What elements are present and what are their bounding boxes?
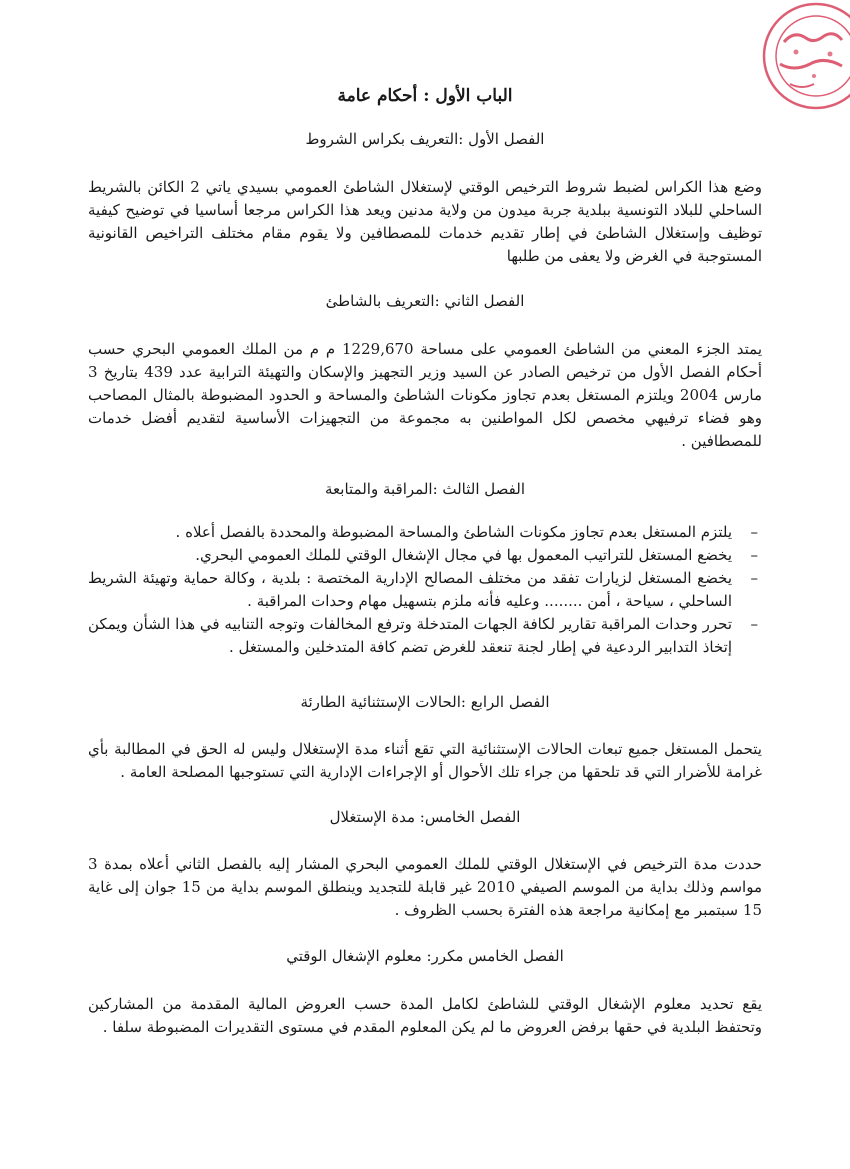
chapter-4-title: الفصل الرابع :الحالات الإستثنائية الطارئة (300, 693, 550, 711)
chapter-5-title: الفصل الخامس: مدة الإستغلال (329, 808, 521, 826)
chapter-3-list (88, 521, 762, 659)
chapter-3-title: الفصل الثالث :المراقبة والمتابعة (325, 480, 525, 498)
chapter-1-text: وضع هذا الكراس لضبط شروط الترخيص الوقتي لإستغلال الشاطئ العمومي بسيدي ياتي 2 الكائن بالشريط الساحلي للبلاد التونسية ببلدية جربة ميدون من ولاية مدنين ويعد هذا الكراس مرجعا أساسيا في توضيح كيفية توظيف وإستغلال الشاطئ في إطار تقديم خدمات للمصطافين ولا يقوم مقام مختلف التراخيص القانونية المستوجبة في الغرض ولا يعفى من طلبها (88, 178, 763, 265)
chapter-1-title: الفصل الأول :التعريف بكراس الشروط (305, 130, 545, 148)
list-item: – يلتزم المستغل بعدم تجاوز مكونات الشاطئ والمساحة المضبوطة والمحددة بالفصل أعلاه . (88, 521, 762, 544)
chapter-4-text: يتحمل المستغل جميع تبعات الحالات الإستثنائية التي تقع أثناء مدة الإستغلال وليس له الحق في المطالبة بأي غرامة للأضرار التي قد تلحقها من جراء تلك الأحوال أو الإجراءات الإدارية التي تستوجبها المصلحة العامة . (88, 740, 762, 781)
chapter-5-bis-title: الفصل الخامس مكرر: معلوم الإشغال الوقتي (286, 947, 564, 965)
chapter-5-bis-text: يقع تحديد معلوم الإشغال الوقتي للشاطئ لكامل المدة حسب العروض المالية المقدمة من المشاركين وتحتفظ البلدية في حقها برفض العروض ما لم يكن المعلوم المقدم في مستوى التقديرات المضبوطة سلفا . (88, 995, 762, 1036)
chapter-2-title: الفصل الثاني :التعريف بالشاطئ (325, 292, 525, 310)
list-item: – تحرر وحدات المراقبة تقارير لكافة الجهات المتدخلة وترفع المخالفات وتوجه التنابيه في هذا الشأن ويمكن إتخاذ التدابير الردعية في إطار لجنة تنعقد للغرض تضم كافة المتدخلين والمستغل . (88, 613, 762, 659)
official-stamp (718, 0, 850, 134)
chapter-2-text: يمتد الجزء المعني من الشاطئ العمومي على مساحة 1229,670 م م من الملك العمومي البحري حسب أحكام الفصل الأول من ترخيص الصادر عن السيد وزير التجهيز والإسكان والتهيئة الترابية عدد 439 بتاريخ 3 مارس 2004 ويلتزم المستغل بعدم تجاوز مكونات الشاطئ والمساحة و الحدود المضبوطة بالمثال المصاحب وهو فضاء ترفيهي مخصص لكل المواطنين به مجموعة من التجهيزات الأساسية لتقديم أفضل خدمات للمصطافين . (88, 340, 762, 450)
chapter-5-text: حددت مدة الترخيص في الإستغلال الوقتي للملك العمومي البحري المشار إليه بالفصل الثاني أعلاه بمدة 3 مواسم وذلك بداية من الموسم الصيفي 2010 غير قابلة للتجديد وينطلق الموسم بداية من 15 جوان إلى غاية 15 سبتمبر مع إمكانية مراجعة هذه الفترة بحسب الظروف . (88, 855, 762, 919)
part-title: الباب الأول : أحكام عامة (337, 86, 513, 106)
list-item: – يخضع المستغل لزيارات تفقد من مختلف المصالح الإدارية المختصة : بلدية ، وكالة حماية وتهيئة الشريط الساحلي ، سياحة ، أمن ........ وعليه فأنه ملزم بتسهيل مهام وحدات المراقبة . (88, 567, 762, 613)
list-item: – يخضع المستغل للتراتيب المعمول بها في مجال الإشغال الوقتي للملك العمومي البحري. (88, 544, 762, 567)
